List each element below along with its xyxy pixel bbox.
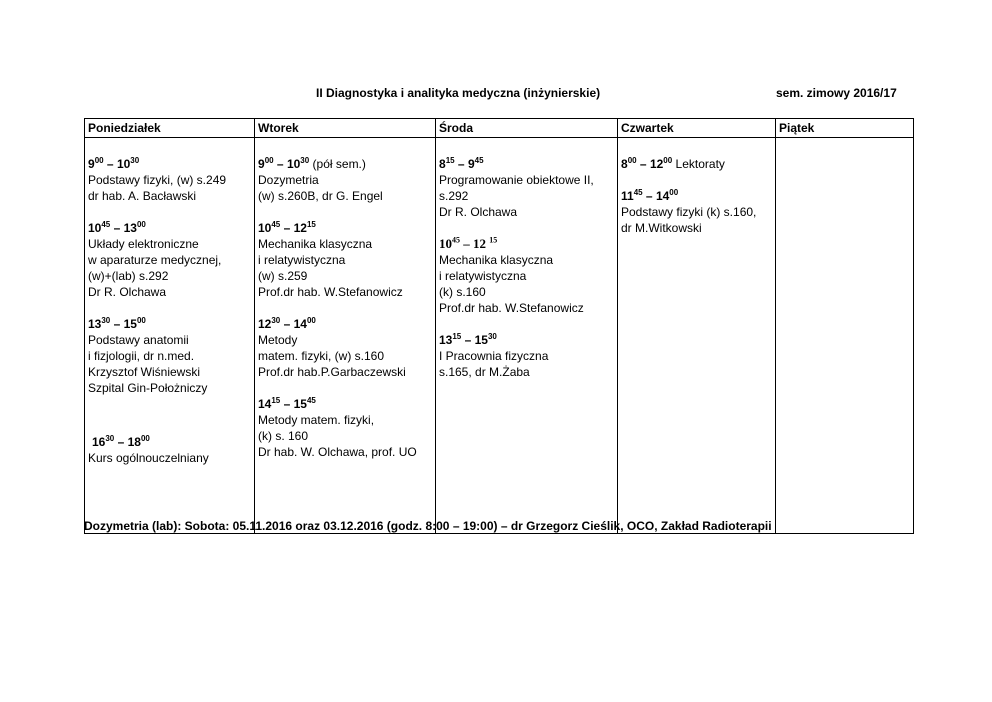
time-note: Lektoraty xyxy=(675,157,725,171)
class-line: Prof.dr hab. W.Stefanowicz xyxy=(439,301,584,315)
class-line: s.165, dr M.Żaba xyxy=(439,365,530,379)
time-range: $16^{30} - 18^{00}$ xyxy=(92,434,150,449)
day-column-wednesday xyxy=(436,138,618,534)
class-line: i fizjologii, dr n.med. xyxy=(88,349,195,363)
class-line: (w) s.260B, dr G. Engel xyxy=(258,189,383,203)
time-range: $13^{30} - 15^{00}$ xyxy=(88,316,146,331)
schedule-header-row xyxy=(85,119,914,138)
class-line: Programowanie obiektowe II, xyxy=(439,173,594,187)
class-line: I Pracownia fizyczna xyxy=(439,349,549,363)
class-line: Dr R. Olchawa xyxy=(88,285,167,299)
time-range: $9^{00} - 10^{30}$ xyxy=(88,156,140,171)
class-line: Prof.dr hab. W.Stefanowicz xyxy=(258,285,403,299)
class-line: Kurs ogólnouczelniany xyxy=(88,451,209,465)
class-line: Krzysztof Wiśniewski xyxy=(88,365,201,379)
class-block xyxy=(258,220,432,300)
class-line: Podstawy anatomii xyxy=(88,333,189,347)
time-range: $13^{15} - 15^{30}$ xyxy=(439,332,497,347)
class-block xyxy=(439,236,614,316)
class-block xyxy=(621,188,772,236)
class-line: w aparaturze medycznej, xyxy=(88,253,222,267)
schedule-table xyxy=(84,118,914,534)
class-line: dr hab. A. Bacławski xyxy=(88,189,197,203)
class-line: (k) s. 160 xyxy=(258,429,309,443)
class-block xyxy=(439,332,614,380)
class-line: Układy elektroniczne xyxy=(88,237,199,251)
class-block xyxy=(88,156,251,204)
day-header: Czwartek xyxy=(618,119,776,138)
time-range: $14^{15} - 15^{45}$ xyxy=(258,396,316,411)
class-line: Mechanika klasyczna xyxy=(439,253,554,267)
class-line: Metody matem. fizyki, xyxy=(258,413,375,427)
class-line: Prof.dr hab.P.Garbaczewski xyxy=(258,365,406,379)
class-line: Podstawy fizyki, (w) s.249 xyxy=(88,173,227,187)
class-block xyxy=(88,434,251,466)
semester-label: sem. zimowy 2016/17 xyxy=(776,86,897,100)
time-range: $8^{15} - 9^{45}$ xyxy=(439,156,484,171)
class-line: i relatywistyczna xyxy=(439,269,527,283)
class-line: Dozymetria xyxy=(258,173,319,187)
class-line: Dr hab. W. Olchawa, prof. UO xyxy=(258,445,417,459)
day-column-friday xyxy=(776,138,914,534)
schedule-body-row xyxy=(85,138,914,534)
day-header: Poniedziałek xyxy=(85,119,255,138)
class-line: i relatywistyczna xyxy=(258,253,346,267)
time-range: $10^{45} - 12^{15}$ xyxy=(258,220,316,235)
class-block xyxy=(439,156,614,220)
class-line: dr M.Witkowski xyxy=(621,221,702,235)
day-column-tuesday xyxy=(255,138,436,534)
day-header: Piątek xyxy=(776,119,914,138)
time-range: $11^{45} - 14^{00}$ xyxy=(621,188,679,203)
time-range: $10^{45} - 13^{00}$ xyxy=(88,220,146,235)
class-block xyxy=(88,316,251,396)
time-note: (pół sem.) xyxy=(312,157,366,171)
time-range: $12^{30} - 14^{00}$ xyxy=(258,316,316,331)
class-line: Szpital Gin-Położniczy xyxy=(88,381,208,395)
class-block xyxy=(621,156,772,172)
page-title: II Diagnostyka i analityka medyczna (inżynierskie) xyxy=(316,86,601,100)
class-line: Dr R. Olchawa xyxy=(439,205,518,219)
class-line: Podstawy fizyki (k) s.160, xyxy=(621,205,757,219)
class-line: (w) s.259 xyxy=(258,269,308,283)
day-column-monday xyxy=(85,138,255,534)
time-range: $8^{00} - 12^{00}$ Lektoraty xyxy=(621,156,725,171)
class-line: (k) s.160 xyxy=(439,285,486,299)
time-range: $9^{00} - 10^{30}$ (pół sem.) xyxy=(258,156,366,171)
class-line: s.292 xyxy=(439,189,469,203)
class-line: Mechanika klasyczna xyxy=(258,237,373,251)
day-column-thursday xyxy=(618,138,776,534)
class-block xyxy=(258,396,432,460)
day-header: Wtorek xyxy=(255,119,436,138)
class-block xyxy=(88,220,251,300)
class-line: matem. fizyki, (w) s.160 xyxy=(258,349,385,363)
day-header: Środa xyxy=(436,119,618,138)
time-range: $10^{45} - 12$ $^{15}$ xyxy=(439,235,498,251)
class-block xyxy=(258,156,432,204)
class-line: Metody xyxy=(258,333,298,347)
footer-note: Dozymetria (lab): Sobota: 05.11.2016 oraz 03.12.2016 (godz. 8:00 – 19:00) – dr Grzegorz Cieślik, OCO, Zakład Radioterapii xyxy=(84,519,772,533)
class-block xyxy=(258,316,432,380)
class-line: (w)+(lab) s.292 xyxy=(88,269,169,283)
